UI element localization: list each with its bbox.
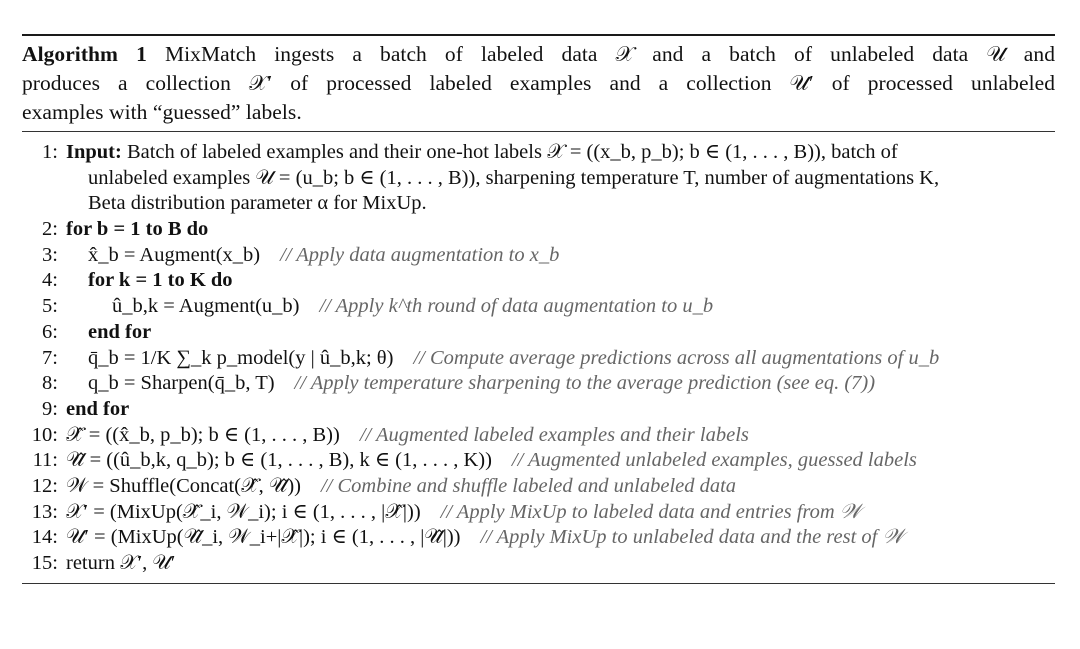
algorithm-block bbox=[22, 34, 1055, 584]
caption-line-2: produces a collection 𝒳′ of processed labeled examples and a collection 𝒰′ of processed unlabeled bbox=[22, 71, 1055, 95]
line-text: q̄_b = 1/K ∑_k p_model(y | û_b,k; θ) bbox=[88, 346, 394, 369]
algo-line-10 bbox=[22, 423, 1055, 449]
line-comment: // Apply MixUp to labeled data and entries from 𝒲 bbox=[440, 500, 862, 523]
line-text: return 𝒳′, 𝒰′ bbox=[66, 552, 176, 574]
line-text: q_b = Sharpen(q̄_b, T) bbox=[88, 372, 275, 395]
line-comment: // Apply MixUp to unlabeled data and the rest of 𝒲 bbox=[480, 526, 904, 549]
line-number: 12: bbox=[31, 474, 58, 497]
line-text: for k = 1 to K do bbox=[88, 269, 233, 292]
line-comment: // Combine and shuffle labeled and unlabeled data bbox=[320, 474, 737, 497]
caption-text-1: MixMatch ingests a batch of labeled data 𝒳 and a batch of unlabeled data 𝒰 and bbox=[164, 42, 1056, 66]
line-text: 𝒰̂ = ((û_b,k, q_b); b ∈ (1, . . . , B), k ∈ (1, . . . , K)) bbox=[66, 449, 492, 472]
line-body bbox=[66, 423, 749, 449]
line-number: 6: bbox=[42, 320, 58, 343]
line-body bbox=[66, 140, 898, 166]
line-body bbox=[88, 371, 875, 397]
algo-line-5 bbox=[22, 294, 1055, 320]
line-comment: // Apply data augmentation to x_b bbox=[280, 243, 560, 266]
line-body bbox=[88, 243, 559, 269]
line-text: 𝒳̂ = ((x̂_b, p_b); b ∈ (1, . . . , B)) bbox=[66, 423, 340, 446]
line-comment: // Augmented labeled examples and their labels bbox=[359, 423, 749, 446]
line-text: 𝒳′ = (MixUp(𝒳̂_i, 𝒲_i); i ∈ (1, . . . , |𝒳̂|)) bbox=[66, 500, 421, 523]
input-keyword: Input: bbox=[66, 141, 122, 163]
line-body bbox=[66, 448, 917, 474]
algo-line-11 bbox=[22, 448, 1055, 474]
line-number: 9: bbox=[42, 397, 58, 420]
line-body bbox=[66, 525, 904, 551]
line-number: 10: bbox=[31, 423, 58, 446]
line-text: end for bbox=[88, 320, 152, 343]
algo-line-1 bbox=[22, 140, 1055, 166]
algo-line-3 bbox=[22, 243, 1055, 269]
line-body bbox=[66, 474, 736, 500]
algo-line-14 bbox=[22, 525, 1055, 551]
algo-line-8 bbox=[22, 371, 1055, 397]
algo-line-2 bbox=[22, 217, 1055, 243]
algorithm-lines bbox=[22, 132, 1055, 583]
line-number: 8: bbox=[42, 372, 58, 395]
caption-line-3: examples with “guessed” labels. bbox=[22, 100, 302, 124]
line-body bbox=[66, 500, 861, 526]
line-body bbox=[88, 346, 939, 372]
algo-line-15 bbox=[22, 551, 1055, 577]
line-text: x̂_b = Augment(x_b) bbox=[88, 243, 261, 266]
line-number: 5: bbox=[42, 295, 58, 318]
line-text: Batch of labeled examples and their one-hot labels 𝒳 = ((x_b, p_b); b ∈ (1, . . . , B)), batch of bbox=[126, 141, 898, 163]
algo-line-12 bbox=[22, 474, 1055, 500]
line-text: end for bbox=[66, 397, 130, 420]
algo-line-7 bbox=[22, 346, 1055, 372]
line-comment: // Compute average predictions across all augmentations of u_b bbox=[413, 346, 940, 369]
algo-line-1-cont-b bbox=[22, 191, 1055, 217]
line-text: 𝒲 = Shuffle(Concat(𝒳̂, 𝒰̂)) bbox=[66, 474, 301, 497]
line-number: 11: bbox=[32, 449, 58, 472]
bottom-rule bbox=[22, 583, 1055, 584]
line-comment: // Augmented unlabeled examples, guessed labels bbox=[511, 449, 917, 472]
line-number: 7: bbox=[42, 346, 58, 369]
caption-label: Algorithm 1 bbox=[22, 42, 147, 66]
line-text: for b = 1 to B do bbox=[66, 218, 209, 241]
line-number: 1: bbox=[42, 141, 58, 163]
caption-line-1 bbox=[22, 40, 1055, 69]
line-number: 4: bbox=[42, 269, 58, 292]
line-number: 14: bbox=[31, 526, 58, 549]
line-text: Beta distribution parameter α for MixUp. bbox=[88, 192, 427, 215]
line-number: 13: bbox=[31, 500, 58, 523]
line-number: 3: bbox=[42, 243, 58, 266]
algo-line-4 bbox=[22, 268, 1055, 294]
line-text: unlabeled examples 𝒰 = (u_b; b ∈ (1, . . . , B)), sharpening temperature T, number of augmentations K, bbox=[88, 166, 940, 189]
algorithm-caption bbox=[22, 36, 1055, 131]
line-number: 2: bbox=[42, 218, 58, 241]
algo-line-9 bbox=[22, 397, 1055, 423]
algo-line-13 bbox=[22, 500, 1055, 526]
line-body bbox=[112, 294, 713, 320]
line-text: û_b,k = Augment(u_b) bbox=[112, 295, 300, 318]
algo-line-1-cont-a bbox=[22, 166, 1055, 192]
algo-line-6 bbox=[22, 320, 1055, 346]
line-comment: // Apply temperature sharpening to the average prediction (see eq. (7)) bbox=[294, 372, 876, 395]
line-comment: // Apply k^th round of data augmentation to u_b bbox=[319, 295, 714, 318]
line-text: 𝒰′ = (MixUp(𝒰̂_i, 𝒲_i+|𝒳̂|); i ∈ (1, . . . , |𝒰̂|)) bbox=[66, 526, 461, 549]
line-number: 15: bbox=[31, 552, 58, 574]
